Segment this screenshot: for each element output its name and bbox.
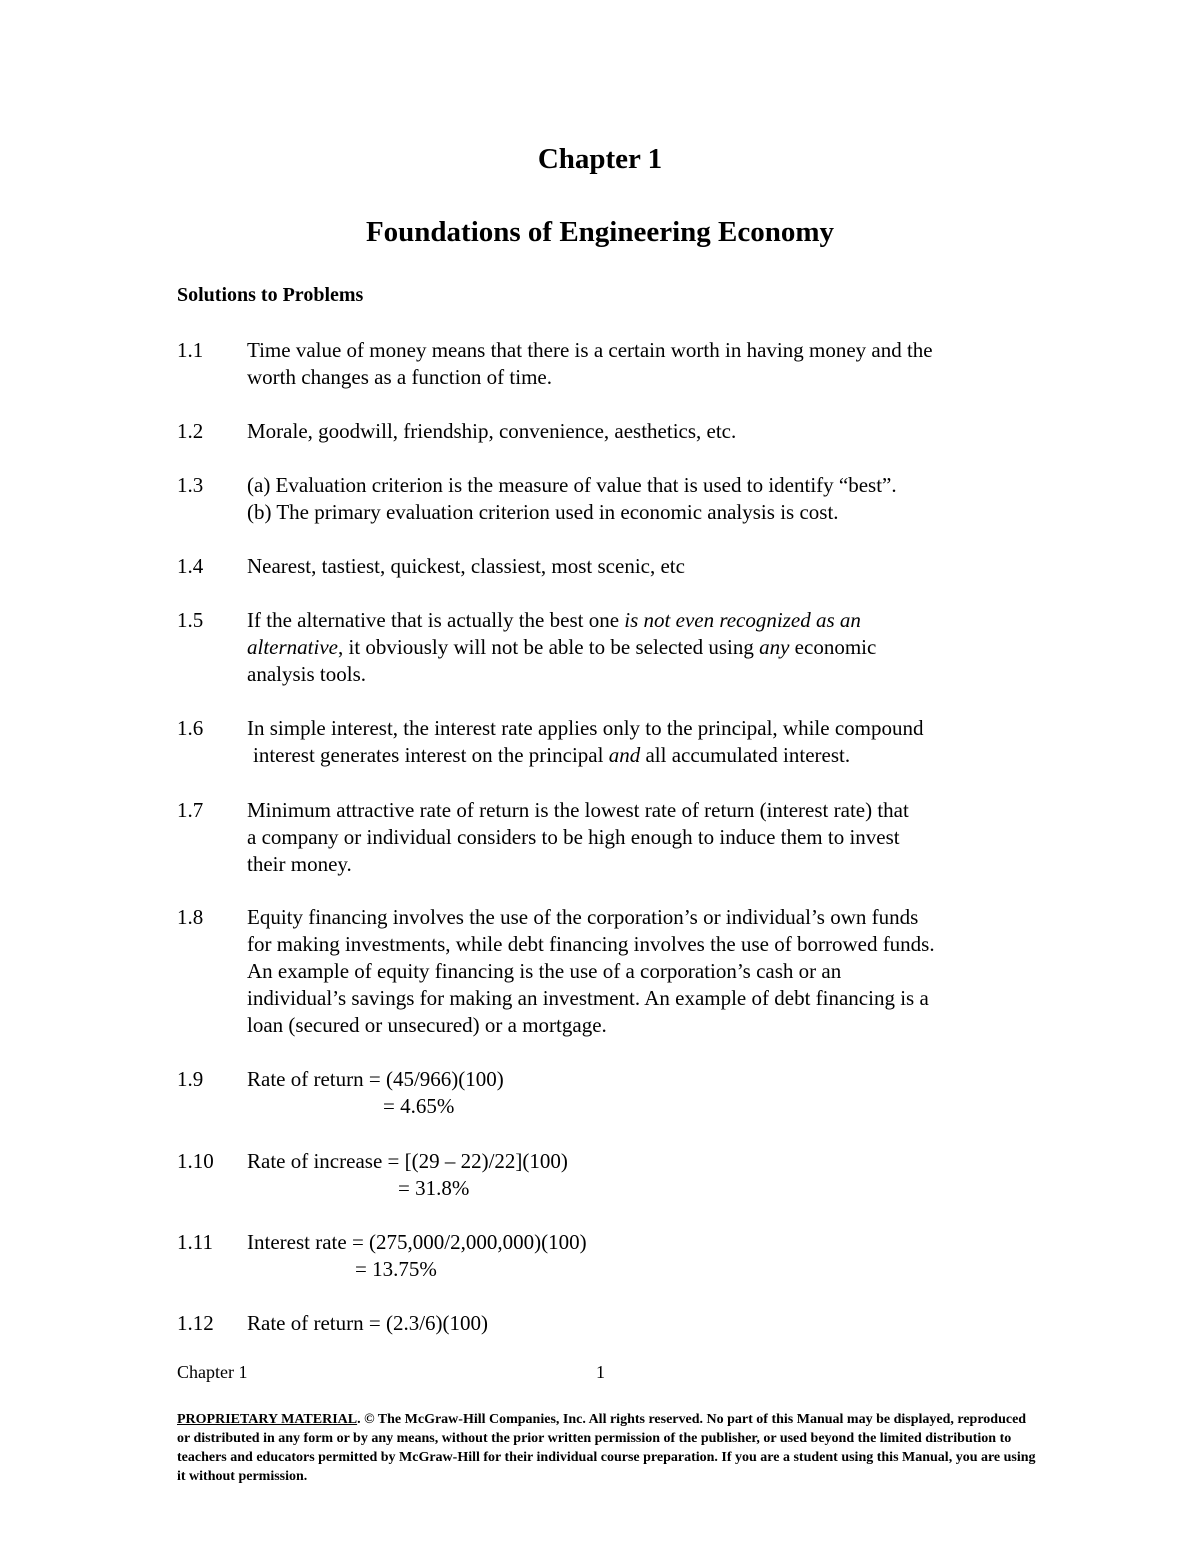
problem-number: 1.7 <box>177 798 204 822</box>
problem-number: 1.12 <box>177 1311 214 1335</box>
problem-answer <box>247 337 1037 391</box>
answer-line: individual’s savings for making an investment. An example of debt financing is a <box>247 986 929 1010</box>
chapter-title: Foundations of Engineering Economy <box>365 216 835 248</box>
problem-answer <box>247 797 1037 878</box>
answer-line: Morale, goodwill, friendship, convenience, aesthetics, etc. <box>247 419 737 443</box>
answer-line: a company or individual considers to be high enough to induce them to invest <box>247 825 900 849</box>
answer-line: their money. <box>247 852 352 876</box>
problem-answer <box>247 715 1037 769</box>
section-heading: Solutions to Problems <box>177 284 364 306</box>
problem-number: 1.2 <box>177 419 204 443</box>
problem-answer <box>247 418 1037 445</box>
equation-result: = 13.75% <box>355 1257 437 1281</box>
problem-number: 1.6 <box>177 716 204 740</box>
answer-line <box>247 742 1037 769</box>
answer-text: all accumulated interest. <box>640 743 851 767</box>
answer-line <box>247 634 1037 661</box>
problem-number: 1.11 <box>177 1230 213 1254</box>
problem-answer <box>247 1148 1037 1202</box>
chapter-heading: Chapter 1 <box>537 143 663 175</box>
answer-emphasis: alternative <box>247 635 338 659</box>
equation-line: Rate of increase = [(29 – 22)/22](100) <box>247 1149 568 1173</box>
answer-line: worth changes as a function of time. <box>247 365 552 389</box>
problem-number: 1.3 <box>177 473 204 497</box>
answer-emphasis: and <box>608 743 641 767</box>
problem-answer <box>247 607 1037 688</box>
problem-answer <box>247 472 1037 526</box>
problem-number: 1.5 <box>177 608 204 632</box>
answer-line: Minimum attractive rate of return is the lowest rate of return (interest rate) that <box>247 798 909 822</box>
problem-number: 1.4 <box>177 554 204 578</box>
answer-text: economic <box>789 635 877 659</box>
problem-number: 1.8 <box>177 905 204 929</box>
problem-answer <box>247 1310 1037 1337</box>
answer-line: An example of equity financing is the use of a corporation’s cash or an <box>247 959 842 983</box>
proprietary-notice <box>177 1410 1037 1486</box>
problem-answer <box>247 1229 1037 1283</box>
answer-line: In simple interest, the interest rate applies only to the principal, while compound <box>247 716 924 740</box>
answer-line: loan (secured or unsecured) or a mortgage. <box>247 1013 607 1037</box>
notice-label: PROPRIETARY MATERIAL <box>177 1412 358 1427</box>
problem-number: 1.9 <box>177 1067 204 1091</box>
notice-text: . © The McGraw-Hill Companies, Inc. All rights reserved. No part of this Manual may be displayed, reproduced or distributed in any form or by any means, without the prior written permission of the publisher, or used beyond the limited distribution to teachers and educators permitted by McGraw-Hill for their individual course preparation. If you are a student using this Manual, you are using it without permission. <box>177 1412 1036 1484</box>
answer-emphasis: is not even recognized as an <box>624 608 861 632</box>
equation-result: = 31.8% <box>398 1176 470 1200</box>
problem-answer <box>247 904 1037 1039</box>
equation-line: Interest rate = (275,000/2,000,000)(100) <box>247 1230 587 1254</box>
answer-text: If the alternative that is actually the best one <box>247 608 625 632</box>
problem-number: 1.10 <box>177 1149 214 1173</box>
answer-line: (b) The primary evaluation criterion used in economic analysis is cost. <box>247 500 839 524</box>
equation-line: Rate of return = (45/966)(100) <box>247 1067 504 1091</box>
answer-line: analysis tools. <box>247 662 366 686</box>
footer-chapter: Chapter 1 <box>177 1362 248 1382</box>
answer-emphasis: any <box>759 635 790 659</box>
answer-line: Time value of money means that there is a certain worth in having money and the <box>247 338 933 362</box>
answer-line: Equity financing involves the use of the corporation’s or individual’s own funds <box>247 905 919 929</box>
problem-number: 1.1 <box>177 338 204 362</box>
answer-line: Nearest, tastiest, quickest, classiest, most scenic, etc <box>247 554 685 578</box>
problem-answer <box>247 553 1037 580</box>
equation-line: Rate of return = (2.3/6)(100) <box>247 1311 489 1335</box>
answer-text: interest generates interest on the principal <box>253 743 609 767</box>
page-number: 1 <box>596 1362 605 1382</box>
answer-line <box>247 607 1037 634</box>
answer-line: for making investments, while debt financing involves the use of borrowed funds. <box>247 932 935 956</box>
answer-text: , it obviously will not be able to be selected using <box>337 635 760 659</box>
answer-line: (a) Evaluation criterion is the measure of value that is used to identify “best”. <box>247 473 897 497</box>
problem-answer <box>247 1066 1037 1120</box>
equation-result: = 4.65% <box>383 1094 455 1118</box>
